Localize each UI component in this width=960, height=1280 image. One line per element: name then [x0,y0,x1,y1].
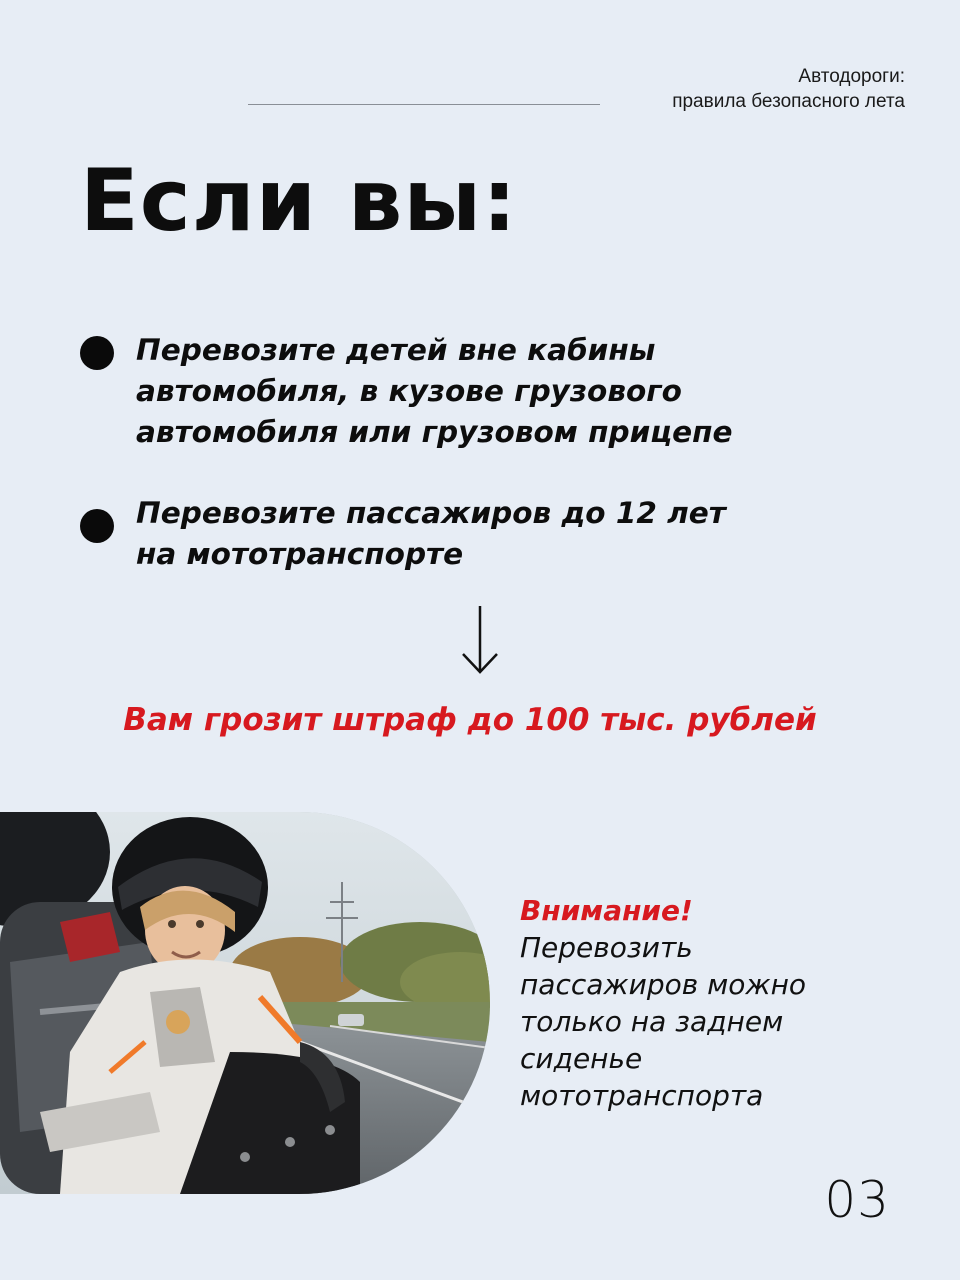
header-line-2: правила безопасного лета [672,91,905,112]
warning-title: Внимание! [520,894,693,927]
bullet-dot-icon [80,336,114,370]
header-line-1: Автодороги: [798,66,905,87]
page-title: Если вы: [80,151,518,251]
motorcycle-photo [0,812,490,1194]
arrow-down-icon [459,604,501,676]
bullet-line: на мототранспорте [136,537,464,571]
warning-line: мототранспорта [520,1079,764,1112]
page-number: 03 [824,1171,890,1229]
warning-line: пассажиров можно [520,968,807,1001]
warning-line: только на заднем [520,1005,784,1038]
bullet-line: автомобиля или грузовом прицепе [136,415,733,449]
bullet-dot-icon [80,509,114,543]
header-divider [248,104,600,105]
bullet-text [136,493,856,575]
warning-line: сиденье [520,1042,643,1075]
fine-warning: Вам грозит штраф до 100 тыс. рублей [123,702,817,738]
bullet-line: Перевозите пассажиров до 12 лет [136,496,726,530]
bullet-line: Перевозите детей вне кабины [136,333,656,367]
bullet-text [136,330,856,453]
header-caption [672,64,905,114]
warning-line: Перевозить [520,931,693,964]
warning-block [520,892,930,1114]
bullet-line: автомобиля, в кузове грузового [136,374,682,408]
